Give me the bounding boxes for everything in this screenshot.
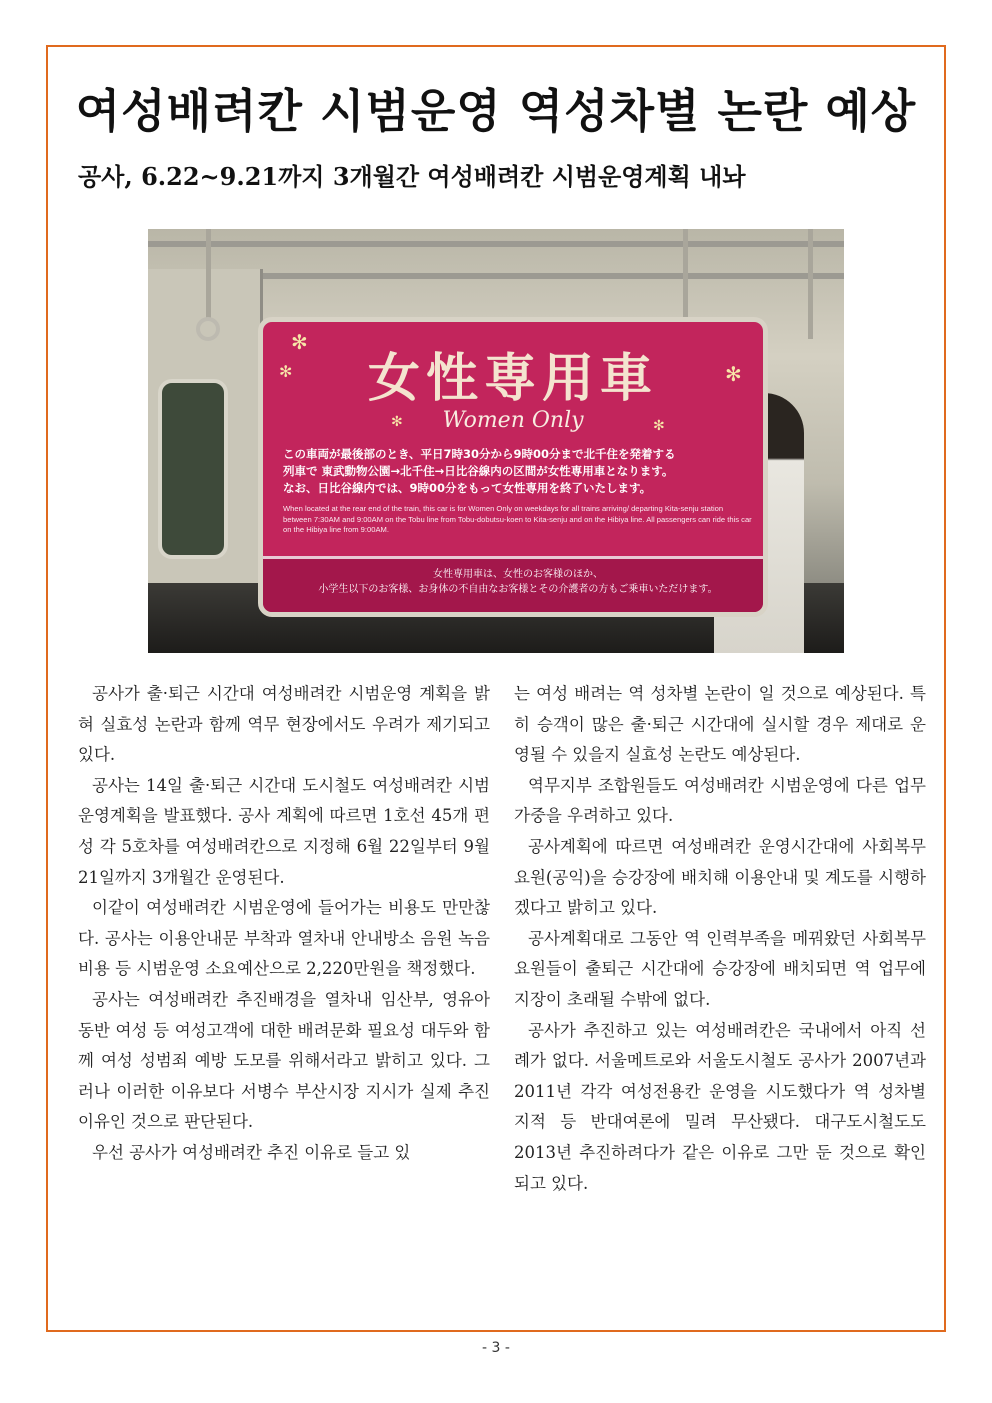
ceiling-rail	[148, 241, 844, 247]
subheadline: 공사, 6.22~9.21까지 3개월간 여성배려칸 시범운영계획 내놔	[78, 162, 746, 191]
flower-icon: ✻	[391, 414, 403, 430]
paragraph: 는 여성 배려는 역 성차별 논란이 일 것으로 예상된다. 특히 승객이 많은 출·퇴근 시간대에 실시할 경우 제대로 운영될 수 있을지 실효성 논란도 예상된다.	[514, 684, 926, 765]
headline: 여성배려칸 시범운영 역성차별 논란 예상	[75, 84, 917, 138]
paragraph: 우선 공사가 여성배려칸 추진 이유로 들고 있	[92, 1142, 411, 1162]
hand-strap	[808, 229, 813, 339]
flower-icon: ✻	[725, 362, 742, 386]
page-number: - 3 -	[482, 1340, 510, 1356]
page-frame	[46, 45, 946, 1332]
article-column-left	[78, 679, 490, 1169]
paragraph: 공사가 출·퇴근 시간대 여성배려칸 시범운영 계획을 밝혀 실효성 논란과 함께 역무 현장에서도 우려가 제기되고 있다.	[78, 684, 490, 765]
paragraph: 공사계획대로 그동안 역 인력부족을 메꿔왔던 사회복무요원들이 출퇴근 시간대에 승강장에 배치되면 역 업무에 지장이 초래될 수밖에 없다.	[514, 928, 926, 1009]
flower-icon: ✻	[653, 418, 665, 434]
hand-strap	[683, 229, 688, 319]
women-only-sign	[258, 317, 768, 617]
sign-info-band: 女性専用車は、女性のお客様のほか、 小学生以下のお客様、お身体の不自由なお客様とその介護者の方もご乗車いただけます。	[263, 556, 763, 612]
sign-title-jp: 女性専用車	[367, 349, 658, 409]
sign-jp-body: この車両が最後部のとき、平日7時30分から9時00分まで北千住を発着する 列車で 東武動物公園→北千住→日比谷線内の区間が女性専用車となります。 なお、日比谷線内では、9時00分をもって女性専用を終了いたします。	[283, 447, 676, 495]
train-window	[158, 379, 228, 559]
paragraph: 공사계획에 따르면 여성배려칸 운영시간대에 사회복무요원(공익)을 승강장에 배치해 이용안내 및 계도를 시행하겠다고 밝히고 있다.	[514, 836, 926, 918]
hand-strap-ring	[196, 317, 220, 341]
paragraph: 역무지부 조합원들도 여성배려칸 시범운영에 다른 업무 가중을 우려하고 있다.	[514, 775, 926, 826]
sign-title-en: Women Only	[442, 408, 584, 433]
paragraph: 이같이 여성배려칸 시범운영에 들어가는 비용도 만만찮다. 공사는 이용안내문 부착과 열차내 안내방소 음원 녹음 비용 등 시범운영 소요예산으로 2,220만원을 책정했다.	[78, 898, 490, 979]
flower-icon: ✻	[279, 362, 293, 381]
article-column-right	[514, 679, 926, 1199]
sign-en-body: When located at the rear end of the train, this car is for Women Only on weekdays for all trains arriving/ departing Kita-senju station between 7:30AM and 9:00AM on the Tobu line from Tobu-dobutsu-koen to Kita-senju and on the Hibiya line. All passengers can ride this car on the Hibiya line from 9:00AM.	[283, 504, 752, 534]
flower-icon: ✻	[291, 330, 308, 354]
train-sign-photo	[148, 229, 844, 653]
paragraph: 공사는 여성배려칸 추진배경을 열차내 임산부, 영유아 동반 여성 등 여성고객에 대한 배려문화 필요성 대두와 함께 여성 성범죄 예방 도모를 위해서라고 밝히고 있다. 그러나 이러한 이유보다 서병수 부산시장 지시가 실제 추진 이유인 것으로 판단된다.	[78, 989, 490, 1132]
hand-strap	[206, 229, 211, 319]
paragraph: 공사가 추진하고 있는 여성배려칸은 국내에서 아직 선례가 없다. 서울메트로와 서울도시철도 공사가 2007년과 2011년 각각 여성전용칸 운영을 시도했다가 역 성차별 지적 등 반대여론에 밀려 무산됐다. 대구도시철도도 2013년 추진하려다가 같은 이유로 그만 둔 것으로 확인되고 있다.	[514, 1020, 926, 1193]
paragraph: 공사는 14일 출·퇴근 시간대 도시철도 여성배려칸 시범운영계획을 발표했다. 공사 계획에 따르면 1호선 45개 편성 각 5호차를 여성배려칸으로 지정해 6월 22일부터 9월 21일까지 3개월간 운영된다.	[78, 775, 490, 887]
